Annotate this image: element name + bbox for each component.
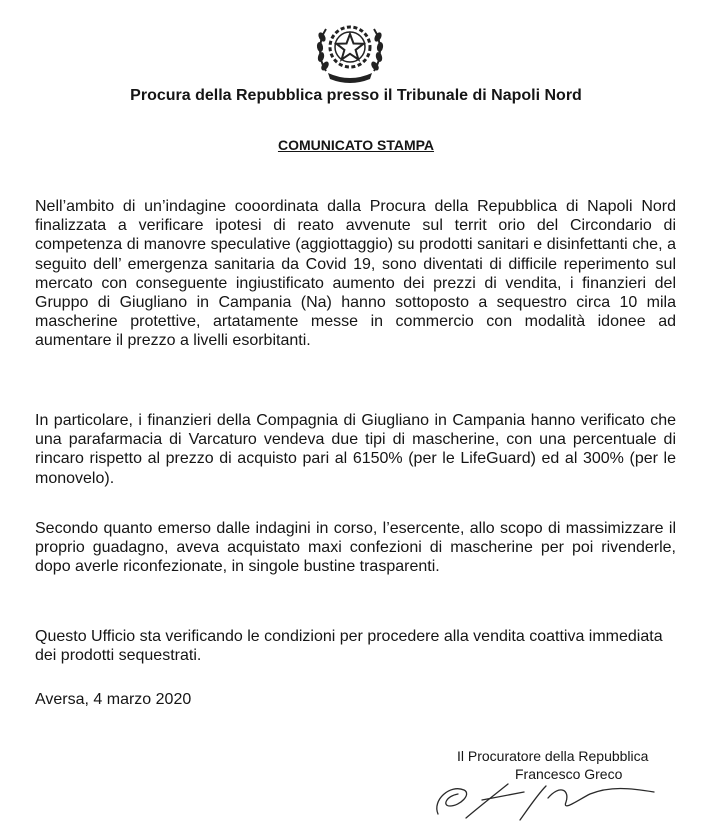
signatory-title: Il Procuratore della Repubblica <box>457 748 649 764</box>
paragraph-next-steps: Questo Ufficio sta verificando le condizioni per procedere alla vendita coattiva immediata dei prodotti sequestrati. <box>35 628 663 665</box>
office-title: Procura della Repubblica presso il Tribunale di Napoli Nord <box>130 87 582 104</box>
handwritten-signature <box>420 770 660 824</box>
press-release-heading: COMUNICATO STAMPA <box>277 137 435 153</box>
paragraph-investigation: Nell’ambito di un’indagine cooordinata dalla Procura della Repubblica di Napoli Nord finalizzata a verificare ipotesi di reato avvenute sul territ orio del Circondario di competenza di manovre speculative (aggiottaggio) su prodotti sanitari e disinfettanti che, a seguito dell’ emergenza sanitaria da Covid 19, sono diventati di difficile reperimento sul mercato con conseguente ingiustificato aumento dei prezzi di vendita, i finanzieri del Gruppo di Giugliano in Campania (Na) hanno sottoposto a sequestro circa 10 mila mascherine protettive, artatamente messe in commercio con modalità idonee ad aumentare il prezzo a livelli esorbitanti. <box>35 198 676 350</box>
place-and-date: Aversa, 4 marzo 2020 <box>35 691 192 708</box>
paragraph-findings: Secondo quanto emerso dalle indagini in corso, l’esercente, allo scopo di massimizzare il proprio guadagno, aveva acquistato maxi confezioni di mascherine per poi rivenderle, dopo averle riconfezionate, in singole bustine trasparenti. <box>35 520 676 576</box>
italian-republic-emblem-icon <box>316 13 384 83</box>
paragraph-details: In particolare, i finanzieri della Compagnia di Giugliano in Campania hanno verificato che una parafarmacia di Varcaturo vendeva due tipi di mascherine, con una percentuale di rincaro rispetto al prezzo di acquisto pari al 6150% (per le LifeGuard) ed al 300% (per le monovelo). <box>35 412 676 487</box>
signatory-name: Francesco Greco <box>515 766 623 782</box>
